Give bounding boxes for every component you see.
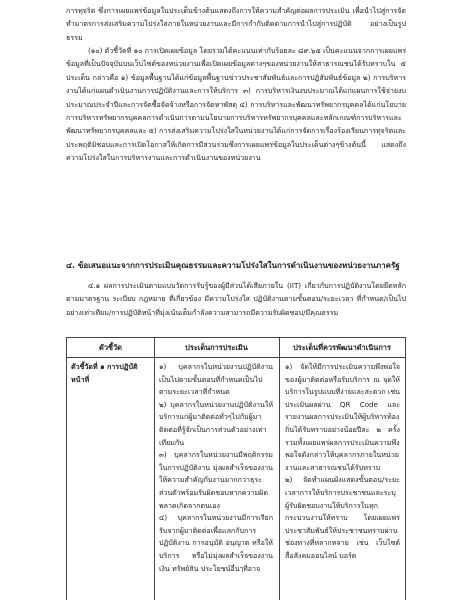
section-paragraph: ๔.๑ ผลการประเมินตามแบบวัดการรับรู้ของผู้มีส่วนได้เสียภายใน (IIT) เกี่ยวกับการปฏิบัติงานโดยยึดหลักตามมาตรฐาน ระเบียบ กฎหมาย ที่เกี่ยวข้อง มีความโปร่งใส ปฏิบัติงานตามขั้นตอน/ระยะเวลา ที่กำหนด/เป็นไปอย่างเท่าเทียม/การปฏิบัติหน้าที่มุ่งเน้นเต็มกำลังความสามารถมีความรับผิดชอบ/มีคุณธรรม <box>66 281 406 317</box>
header-indicator: ตัวชี้วัด <box>99 343 122 352</box>
issue-item: ๔) บุคลากรในหน่วยงานมีการเรียกรับจากผู้มาติดต่อเพื่อแลกกับการปฏิบัติงาน การอนุมัติ อนุญาต หรือให้บริการ หรือไม่มุ่งผลสำเร็จของงาน เงิน ทรัพย์สิน ประโยชน์อื่นๅที่อาจ <box>159 513 273 573</box>
indicator-cell: ตัวชี้วัดที่ ๑ การปฏิบัติหน้าที่ <box>71 362 138 384</box>
header-actions: ประเด็นที่ควรพัฒนาดำเนินการ <box>293 343 391 352</box>
section-heading: ๔. ข้อเสนอแนะจากการประเมินคุณธรรมและความโปร่งใสในการดำเนินงานของหน่วยงานภาครัฐ <box>66 261 400 270</box>
column-divider <box>279 338 280 600</box>
issues-cell <box>159 361 273 575</box>
assessment-table <box>66 337 406 600</box>
intro-paragraph-1: การทุจริต ซึ่งการเผยแพร่ข้อมูลในประเด็นข้างต้นแสดงถึงการให้ความสำคัญต่อผลการประเมิน เพื่อนำไปสู่การจัดทำมาตรการส่งเสริมความโปร่งใสภายในหน่วยงานและมีการกำกับติดตามการนำไปสู่การปฏิบัติ อย่างเป็นรูปธรรม <box>66 6 406 42</box>
column-divider <box>154 338 155 600</box>
actions-cell <box>285 361 400 563</box>
issue-item: ๑) บุคลากรในหน่วยงานปฏิบัติงานเป็นไปตามขั้นตอนที่กำหนดเป็นไปตามระยะเวลาที่กำหนด <box>159 362 273 397</box>
action-item: ๑) จัดให้มีการประเมินความพึงพอใจของผู้มาติดต่อหรือรับบริการ ณ จุดให้บริการในรูปแบบที่ง่ายและสะดวก เช่น ประเมินผลผ่าน QR Code และรายงานผลการประเมินให้ผู้บริหารท้องถิ่นได้รับทราบอย่างน้อยปีละ ๒ ครั้ง รวมทั้งเผยแพร่ผลการประเมินความพึงพอใจดังกล่าวให้บุคลากรภายในหน่วยงานและสาธารณชนได้รับทราบ <box>285 362 400 472</box>
issue-item: ๓) บุคลากรในหน่วยงานมีพฤติกรรมในการปฏิบัติงาน มุ่งผลสำเร็จของงานให้ความสำคัญกับงานมากกว่าธุระส่วนตัวพร้อมรับผิดชอบหากความผิดพลาดเกิดจากตนเอง <box>159 450 273 510</box>
header-issues: ประเด็นการประเมิน <box>185 343 248 352</box>
issue-item: ๒) บุคลากรในหน่วยงานปฏิบัติงานให้บริการแก่ผู้มาติดต่อทั่วๆไปกับผู้มาติดต่อที่รู้จักเป็นการส่วนตัวอย่างเท่าเทียมกัน <box>159 399 273 447</box>
action-item: ๒) จัดทำแผนผังแสดงขั้นตอน/ระยะเวลาการให้บริการประชาชนและระบุผู้รับผิดชอบงานให้บริการในทุกกระบวนงานให้ทราบ โดยเผยแพร่ประชาสัมพันธ์ให้ประชาชนทราบผ่านช่องทางที่หลากหลาย เช่น เว็บไซต์ สื่อสังคมออนไลน์ บอร์ด <box>285 475 400 560</box>
intro-paragraph-2: (๑๐) ตัวชี้วัดที่ ๑๐ การเปิดเผยข้อมูล โดยรวมได้คะแนนเท่ากับร้อยละ ๘๙.๖๕ เป็นคะแนนจากการเผยแพร่ข้อมูลที่เป็นปัจจุบันบนเว็บไซต์ของหน่วยงานเพื่อเปิดเผยข้อมูลต่างๆของหน่วยงานให้สาธารณชนได้รับทราบใน ๕ ประเด็น กล่าวคือ ๑) ข้อมูลพื้นฐานได้แก่ข้อมูลพื้นฐานข่าวประชาสัมพันธ์และการปฏิสัมพันธ์ข้อมูล ๒) การบริหารงานได้แก่แผนดำเนินงานการปฏิบัติงานและการให้บริการ ๓) การบริหารเงินงบประมาณได้แก่แผนการใช้จ่ายงบประมาณประจำปีและการจัดซื้อจัดจ้างหรือการจัดหาพัสดุ ๔) การบริหารและพัฒนาทรัพยากรบุคคลได้แก่นโยบายการบริหารทรัพยากรบุคคลการดำเนินการตามนโยบายการบริหารทรัพยากรบุคคลและหลักเกณฑ์การบริหารและพัฒนาทรัพยากรบุคคลและ ๕) การส่งเสริมความโปร่งใสในหน่วยงานได้แก่การจัดการเรื่องร้องเรียนการทุจริตและประพฤติมิชอบและการเปิดโอกาสให้เกิดการมีส่วนร่วมซึ่งการเผยแพร่ข้อมูลในประเด็นต่างๆข้างต้นนี้ แสดงถึงความโปร่งใสในการบริหารงานและการดำเนินงานของหน่วยงาน <box>66 46 406 163</box>
